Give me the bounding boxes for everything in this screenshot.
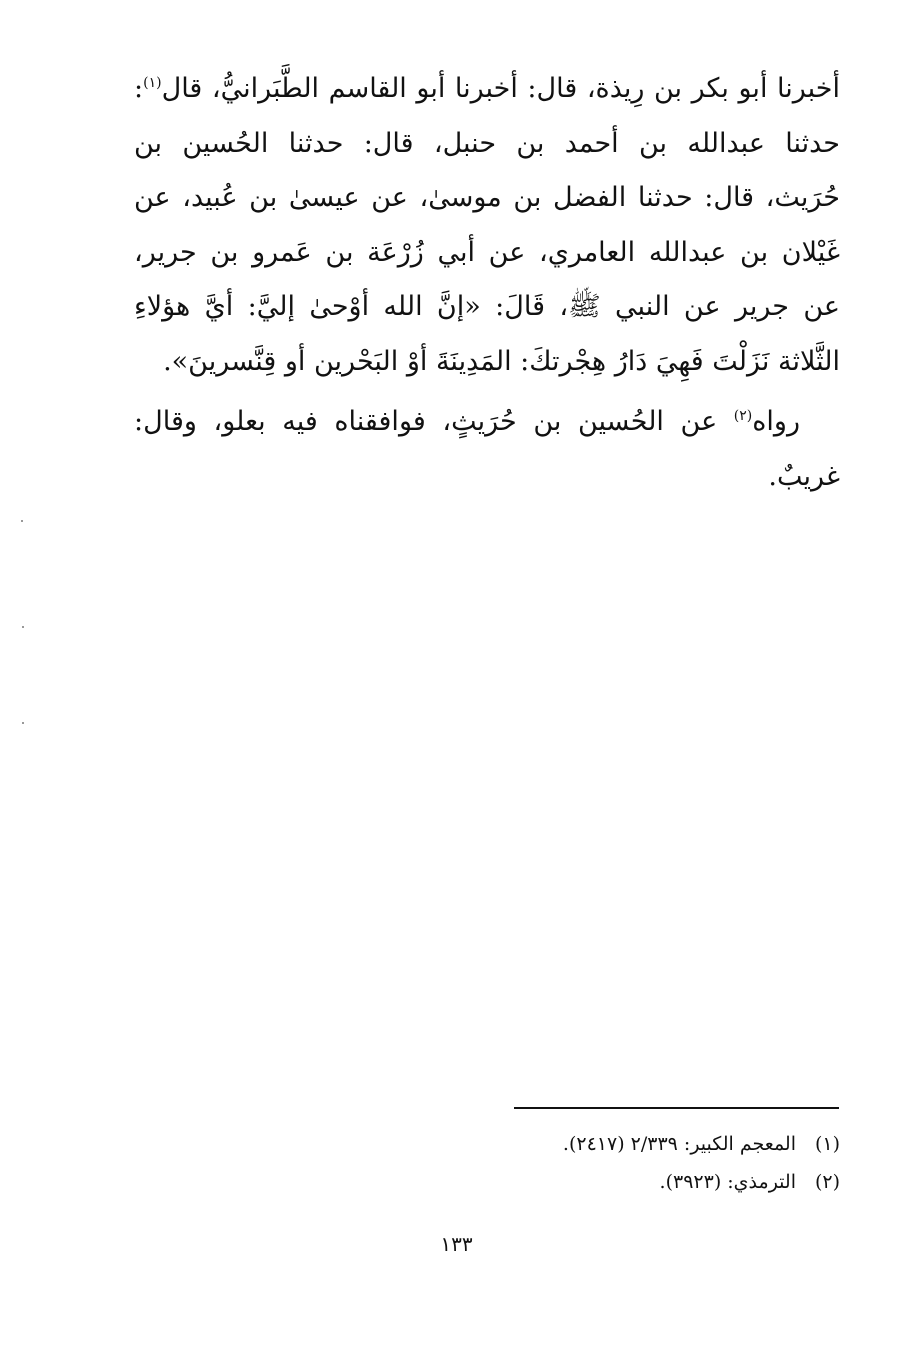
scan-speck: [22, 626, 24, 628]
text-line-2: حدثنا عبدالله بن أحمد بن حنبل، قال: حدثنا الحُسين بن: [134, 127, 840, 159]
paragraph-2: [134, 395, 840, 504]
footnote-1: [300, 1125, 840, 1163]
text-line-4: غَيْلان بن عبدالله العامري، عن أبي زُرْعَة بن عَمرو بن جرير،: [134, 236, 840, 268]
footnote-1-number: (١): [814, 1133, 840, 1155]
footnote-marker-2[interactable]: (٢): [733, 408, 753, 424]
text-line-7-rest: عن الحُسين بن حُرَيثٍ، فوافقناه فيه بعلو، وقال:: [134, 406, 734, 437]
scan-speck: [22, 722, 24, 724]
footnote-2-number: (٢): [814, 1171, 840, 1193]
text-line-1: [134, 62, 840, 117]
text-line-8: غريبٌ.: [768, 460, 840, 492]
scan-speck: [21, 520, 23, 522]
footnote-separator: [514, 1107, 839, 1109]
text-line-1-colon: :: [134, 73, 144, 104]
text-line-3: حُرَيث، قال: حدثنا الفضل بن موسىٰ، عن عيسىٰ بن عُبيد، عن: [134, 182, 840, 213]
text-line-5: عن جرير عن النبي ﷺ، قَالَ: «إنَّ الله أوْحىٰ إليَّ: أيَّ هؤلاءِ: [134, 291, 840, 322]
footnote-2-text: الترمذي: (٣٩٢٣).: [659, 1171, 796, 1193]
text-line-7: [134, 395, 840, 450]
text-line-7-start: رواه: [752, 406, 800, 437]
page-number: ١٣٣: [440, 1232, 473, 1256]
footnotes: [300, 1125, 840, 1201]
footnote-marker-1[interactable]: (١): [143, 75, 162, 91]
text-line-1-body: أخبرنا أبو بكر بن رِيذة، قال: أخبرنا أبو القاسم الطَّبَرانيُّ، قال: [161, 73, 840, 104]
text-line-6: الثَّلاثة نَزَلْتَ فَهِيَ دَارُ هِجْرتكَ: المَدِينَةَ أوْ البَحْرين أو قِنَّسرينَ».: [163, 345, 840, 377]
main-text: [134, 62, 840, 504]
footnote-1-text: المعجم الكبير: ٢/٣٣٩ (٢٤١٧).: [562, 1133, 796, 1155]
paragraph-1: [134, 62, 840, 389]
footnote-2: [300, 1163, 840, 1201]
